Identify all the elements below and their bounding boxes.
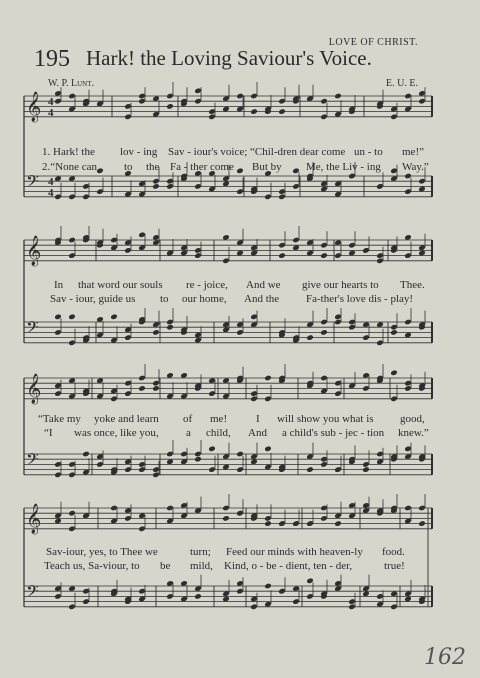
hymn-title: Hark! the Loving Saviour's Voice.	[86, 46, 372, 70]
note-head	[418, 520, 426, 527]
lyric-syllable: Me, the Liv - ing	[306, 161, 381, 173]
hymn-number: 195	[34, 46, 70, 72]
bass-clef-icon: 𝄢	[26, 317, 39, 341]
lyric-syllable: the	[146, 161, 160, 173]
note-head	[334, 520, 342, 527]
time-signature: 4	[48, 107, 54, 119]
author-credit: W. P. Lunt.	[48, 78, 94, 89]
note-head	[96, 168, 104, 175]
lyric-syllable: will show you what is	[277, 413, 374, 425]
note-head	[152, 329, 160, 336]
note-head	[194, 593, 202, 600]
time-signature: 4	[48, 96, 54, 108]
lyric-syllable: Thee.	[400, 279, 425, 291]
note-head	[320, 252, 328, 259]
page-number: 162	[424, 645, 466, 670]
note-head	[250, 108, 258, 115]
lyric-syllable: true!	[384, 560, 405, 572]
lyric-syllable: And the	[244, 293, 280, 305]
bass-clef-icon: 𝄢	[26, 171, 39, 195]
lyric-syllable: Fa - ther come	[170, 161, 234, 173]
lyric-syllable: that word our souls	[78, 279, 163, 291]
time-signature: 4	[48, 187, 54, 199]
time-signature: 4	[48, 176, 54, 188]
note-head	[152, 183, 160, 190]
lyric-syllable: In	[54, 279, 64, 291]
treble-clef-icon: 𝄞	[26, 92, 42, 122]
lyric-syllable: un - to	[354, 146, 383, 158]
lyric-syllable: And	[248, 427, 267, 439]
lyric-syllable: “Chil-dren dear come	[250, 146, 346, 158]
note-head	[236, 168, 244, 175]
lyric-syllable: to	[124, 161, 133, 173]
lyric-syllable: “Take my	[38, 413, 81, 425]
note-head	[110, 314, 118, 321]
note-head	[138, 385, 146, 392]
lyric-syllable: me!	[210, 413, 228, 425]
note-head	[390, 370, 398, 377]
lyric-syllable: to	[160, 293, 169, 305]
lyric-syllable: of	[183, 413, 193, 425]
lyric-syllable: mild,	[190, 560, 213, 572]
section-label: LOVE OF CHRIST.	[328, 37, 418, 48]
lyric-syllable: “I	[44, 427, 53, 439]
note-head	[306, 334, 314, 341]
note-head	[166, 324, 174, 331]
lyric-syllable: 1. Hark! the	[42, 146, 95, 158]
lyric-syllable: Sav - iour, guide us	[50, 293, 136, 305]
note-head	[334, 93, 342, 100]
lyric-syllable: our home,	[182, 293, 227, 305]
bass-clef-icon: 𝄢	[26, 449, 39, 473]
lyric-syllable: turn;	[190, 546, 211, 558]
lyric-syllable: But by	[252, 161, 282, 173]
lyric-syllable: good,	[400, 413, 425, 425]
lyric-syllable: Sav - iour's voice;	[168, 146, 248, 158]
note-head	[320, 329, 328, 336]
note-head	[208, 446, 216, 453]
lyric-syllable: be	[160, 560, 171, 572]
note-head	[362, 466, 370, 473]
note-head	[390, 329, 398, 336]
lyric-syllable: yoke and learn	[94, 413, 159, 425]
composer-credit: E. U. E.	[386, 78, 418, 89]
lyric-syllable: me!”	[402, 146, 424, 158]
note-head	[278, 252, 286, 259]
note-head	[82, 451, 90, 458]
lyric-syllable: a child's sub - jec - tion	[282, 427, 385, 439]
note-head	[222, 515, 230, 522]
treble-clef-icon: 𝄞	[26, 374, 42, 404]
note-head	[194, 456, 202, 463]
note-head	[278, 108, 286, 115]
lyric-syllable: food.	[382, 546, 405, 558]
treble-clef-icon: 𝄞	[26, 236, 42, 266]
lyric-syllable: give our hearts to	[302, 279, 379, 291]
lyric-syllable: Kind, o - be - dient, ten - der,	[224, 560, 353, 572]
lyric-syllable: Fa-ther's love dis - play!	[306, 293, 414, 305]
lyric-syllable: Feed our minds with heaven-ly	[226, 546, 363, 558]
lyric-syllable: child,	[206, 427, 231, 439]
note-head	[264, 520, 272, 527]
lyric-syllable: And we	[246, 279, 281, 291]
note-head	[166, 103, 174, 110]
note-head	[68, 314, 76, 321]
lyric-syllable: 2.“None can	[42, 161, 97, 173]
lyric-syllable: was once, like you,	[74, 427, 159, 439]
note-head	[264, 446, 272, 453]
lyric-syllable: a	[186, 427, 191, 439]
lyric-syllable: lov - ing	[120, 146, 158, 158]
lyric-syllable: Sav-iour, yes, to Thee we	[46, 546, 158, 558]
note-head	[306, 466, 314, 473]
lyric-syllable: Way.”	[402, 161, 429, 173]
lyric-syllable: knew.”	[398, 427, 429, 439]
bass-clef-icon: 𝄢	[26, 581, 39, 605]
lyric-syllable: re - joice,	[186, 279, 228, 291]
note-head	[152, 385, 160, 392]
treble-clef-icon: 𝄞	[26, 504, 42, 534]
lyric-syllable: Teach us, Sa-viour, to	[44, 560, 140, 572]
note-head	[264, 375, 272, 382]
note-head	[264, 583, 272, 590]
lyric-syllable: I	[256, 413, 260, 425]
